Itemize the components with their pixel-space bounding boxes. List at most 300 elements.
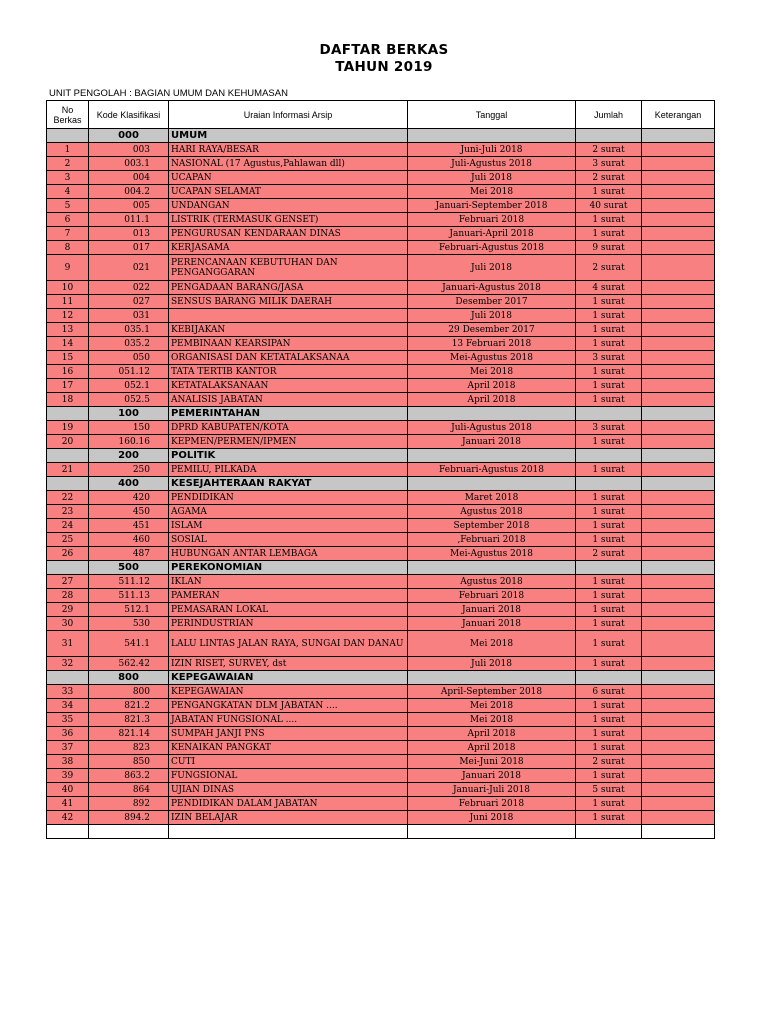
no-berkas-cell: 41 xyxy=(47,797,89,811)
no-berkas-cell: 23 xyxy=(47,505,89,519)
no-berkas-cell: 33 xyxy=(47,685,89,699)
kode-cell: 863.2 xyxy=(89,769,169,783)
category-no-cell xyxy=(47,477,89,491)
kode-cell: 511.12 xyxy=(89,575,169,589)
table-row xyxy=(47,295,715,309)
table-row xyxy=(47,811,715,825)
kode-cell: 035.2 xyxy=(89,337,169,351)
table-row xyxy=(47,713,715,727)
no-berkas-cell: 35 xyxy=(47,713,89,727)
uraian-cell: NASIONAL (17 Agustus,Pahlawan dll) xyxy=(169,157,408,171)
kode-cell: 150 xyxy=(89,421,169,435)
tanggal-cell: Juli 2018 xyxy=(408,255,576,281)
unit-label: UNIT PENGOLAH : BAGIAN UMUM DAN KEHUMASAN xyxy=(49,88,288,99)
table-row xyxy=(47,421,715,435)
no-berkas-cell: 12 xyxy=(47,309,89,323)
category-tanggal-cell xyxy=(408,477,576,491)
tanggal-cell: Januari-September 2018 xyxy=(408,199,576,213)
blank-cell xyxy=(408,825,576,839)
kode-cell: 003.1 xyxy=(89,157,169,171)
kode-cell: 005 xyxy=(89,199,169,213)
jumlah-cell: 1 surat xyxy=(576,603,642,617)
tanggal-cell: Februari-Agustus 2018 xyxy=(408,241,576,255)
uraian-cell: UJIAN DINAS xyxy=(169,783,408,797)
no-berkas-cell: 14 xyxy=(47,337,89,351)
uraian-cell: PAMERAN xyxy=(169,589,408,603)
category-row xyxy=(47,671,715,685)
jumlah-cell: 1 surat xyxy=(576,699,642,713)
category-name: UMUM xyxy=(169,129,408,143)
tanggal-cell: Januari-Juli 2018 xyxy=(408,783,576,797)
kode-cell: 530 xyxy=(89,617,169,631)
jumlah-cell: 1 surat xyxy=(576,727,642,741)
tanggal-cell: Mei 2018 xyxy=(408,365,576,379)
keterangan-cell xyxy=(642,241,715,255)
no-berkas-cell: 18 xyxy=(47,393,89,407)
blank-cell xyxy=(169,825,408,839)
tanggal-cell: Mei 2018 xyxy=(408,185,576,199)
jumlah-cell: 3 surat xyxy=(576,351,642,365)
jumlah-cell: 2 surat xyxy=(576,755,642,769)
jumlah-cell: 2 surat xyxy=(576,171,642,185)
table-row xyxy=(47,547,715,561)
table-row xyxy=(47,783,715,797)
tanggal-cell: Agustus 2018 xyxy=(408,575,576,589)
keterangan-cell xyxy=(642,365,715,379)
table-row xyxy=(47,755,715,769)
tanggal-cell: April 2018 xyxy=(408,393,576,407)
jumlah-cell: 2 surat xyxy=(576,255,642,281)
uraian-cell: SENSUS BARANG MILIK DAERAH xyxy=(169,295,408,309)
uraian-cell: KEBIJAKAN xyxy=(169,323,408,337)
jumlah-cell: 4 surat xyxy=(576,281,642,295)
no-berkas-cell: 29 xyxy=(47,603,89,617)
kode-cell: 003 xyxy=(89,143,169,157)
jumlah-cell: 1 surat xyxy=(576,295,642,309)
jumlah-cell: 1 surat xyxy=(576,463,642,477)
keterangan-cell xyxy=(642,519,715,533)
keterangan-cell xyxy=(642,463,715,477)
kode-cell: 021 xyxy=(89,255,169,281)
no-berkas-cell: 38 xyxy=(47,755,89,769)
uraian-cell: PERENCANAAN KEBUTUHAN DAN PENGANGGARAN xyxy=(169,255,408,281)
jumlah-cell: 2 surat xyxy=(576,547,642,561)
category-name: KESEJAHTERAAN RAKYAT xyxy=(169,477,408,491)
uraian-cell: PENGADAAN BARANG/JASA xyxy=(169,281,408,295)
keterangan-cell xyxy=(642,185,715,199)
no-berkas-cell: 10 xyxy=(47,281,89,295)
table-row xyxy=(47,727,715,741)
category-no-cell xyxy=(47,407,89,421)
keterangan-cell xyxy=(642,421,715,435)
kode-cell: 027 xyxy=(89,295,169,309)
jumlah-cell: 1 surat xyxy=(576,741,642,755)
keterangan-cell xyxy=(642,603,715,617)
header-kode: Kode Klasifikasi xyxy=(89,101,169,129)
header-uraian: Uraian Informasi Arsip xyxy=(169,101,408,129)
jumlah-cell: 1 surat xyxy=(576,657,642,671)
tanggal-cell: ,Februari 2018 xyxy=(408,533,576,547)
kode-cell: 512.1 xyxy=(89,603,169,617)
table-row xyxy=(47,741,715,755)
keterangan-cell xyxy=(642,351,715,365)
no-berkas-cell: 2 xyxy=(47,157,89,171)
no-berkas-cell: 17 xyxy=(47,379,89,393)
uraian-cell: PENGURUSAN KENDARAAN DINAS xyxy=(169,227,408,241)
category-name: POLITIK xyxy=(169,449,408,463)
uraian-cell: UNDANGAN xyxy=(169,199,408,213)
kode-cell: 011.1 xyxy=(89,213,169,227)
table-row xyxy=(47,631,715,657)
category-keterangan-cell xyxy=(642,561,715,575)
category-tanggal-cell xyxy=(408,671,576,685)
table-row xyxy=(47,213,715,227)
uraian-cell: KERJASAMA xyxy=(169,241,408,255)
table-row xyxy=(47,491,715,505)
tanggal-cell: Februari 2018 xyxy=(408,213,576,227)
tanggal-cell: Januari-April 2018 xyxy=(408,227,576,241)
no-berkas-cell: 11 xyxy=(47,295,89,309)
tanggal-cell: Juni 2018 xyxy=(408,811,576,825)
no-berkas-cell: 7 xyxy=(47,227,89,241)
uraian-cell: JABATAN FUNGSIONAL .... xyxy=(169,713,408,727)
table-row xyxy=(47,255,715,281)
tanggal-cell: Februari-Agustus 2018 xyxy=(408,463,576,477)
uraian-cell xyxy=(169,309,408,323)
category-row xyxy=(47,477,715,491)
keterangan-cell xyxy=(642,617,715,631)
document-title: DAFTAR BERKAS xyxy=(319,42,449,58)
table-body xyxy=(47,129,715,839)
tanggal-cell: September 2018 xyxy=(408,519,576,533)
table-row xyxy=(47,323,715,337)
tanggal-cell: Mei-Juni 2018 xyxy=(408,755,576,769)
no-berkas-cell: 34 xyxy=(47,699,89,713)
table-row xyxy=(47,281,715,295)
table-row xyxy=(47,617,715,631)
table-row xyxy=(47,337,715,351)
keterangan-cell xyxy=(642,491,715,505)
category-no-cell xyxy=(47,561,89,575)
uraian-cell: AGAMA xyxy=(169,505,408,519)
category-tanggal-cell xyxy=(408,449,576,463)
jumlah-cell: 40 surat xyxy=(576,199,642,213)
tanggal-cell: Mei-Agustus 2018 xyxy=(408,351,576,365)
kode-cell: 052.5 xyxy=(89,393,169,407)
kode-cell: 031 xyxy=(89,309,169,323)
table-row xyxy=(47,505,715,519)
keterangan-cell xyxy=(642,699,715,713)
tanggal-cell: April 2018 xyxy=(408,741,576,755)
uraian-cell: PENDIDIKAN DALAM JABATAN xyxy=(169,797,408,811)
keterangan-cell xyxy=(642,533,715,547)
jumlah-cell: 1 surat xyxy=(576,769,642,783)
keterangan-cell xyxy=(642,575,715,589)
kode-cell: 013 xyxy=(89,227,169,241)
jumlah-cell: 1 surat xyxy=(576,379,642,393)
keterangan-cell xyxy=(642,199,715,213)
tanggal-cell: Maret 2018 xyxy=(408,491,576,505)
keterangan-cell xyxy=(642,547,715,561)
category-no-cell xyxy=(47,671,89,685)
no-berkas-cell: 28 xyxy=(47,589,89,603)
keterangan-cell xyxy=(642,323,715,337)
uraian-cell: ISLAM xyxy=(169,519,408,533)
table-row xyxy=(47,379,715,393)
keterangan-cell xyxy=(642,435,715,449)
kode-cell: 450 xyxy=(89,505,169,519)
category-name: PEREKONOMIAN xyxy=(169,561,408,575)
keterangan-cell xyxy=(642,755,715,769)
uraian-cell: KENAIKAN PANGKAT xyxy=(169,741,408,755)
uraian-cell: CUTI xyxy=(169,755,408,769)
kode-cell: 823 xyxy=(89,741,169,755)
no-berkas-cell: 32 xyxy=(47,657,89,671)
no-berkas-cell: 22 xyxy=(47,491,89,505)
table-row xyxy=(47,393,715,407)
tanggal-cell: Juli-Agustus 2018 xyxy=(408,421,576,435)
table-row xyxy=(47,575,715,589)
jumlah-cell: 1 surat xyxy=(576,309,642,323)
kode-cell: 487 xyxy=(89,547,169,561)
kode-cell: 821.14 xyxy=(89,727,169,741)
table-row xyxy=(47,171,715,185)
no-berkas-cell: 6 xyxy=(47,213,89,227)
keterangan-cell xyxy=(642,685,715,699)
no-berkas-cell: 5 xyxy=(47,199,89,213)
keterangan-cell xyxy=(642,797,715,811)
table-row xyxy=(47,519,715,533)
kode-cell: 541.1 xyxy=(89,631,169,657)
category-no-cell xyxy=(47,449,89,463)
tanggal-cell: 29 Desember 2017 xyxy=(408,323,576,337)
uraian-cell: PERINDUSTRIAN xyxy=(169,617,408,631)
keterangan-cell xyxy=(642,811,715,825)
jumlah-cell: 1 surat xyxy=(576,435,642,449)
kode-cell: 460 xyxy=(89,533,169,547)
tanggal-cell: Agustus 2018 xyxy=(408,505,576,519)
kode-cell: 050 xyxy=(89,351,169,365)
category-row xyxy=(47,561,715,575)
no-berkas-cell: 31 xyxy=(47,631,89,657)
uraian-cell: ORGANISASI DAN KETATALAKSANAA xyxy=(169,351,408,365)
tanggal-cell: April-September 2018 xyxy=(408,685,576,699)
jumlah-cell: 1 surat xyxy=(576,365,642,379)
category-keterangan-cell xyxy=(642,407,715,421)
table-row xyxy=(47,365,715,379)
no-berkas-cell: 4 xyxy=(47,185,89,199)
table-row xyxy=(47,185,715,199)
kode-cell: 894.2 xyxy=(89,811,169,825)
kode-cell: 004 xyxy=(89,171,169,185)
uraian-cell: DPRD KABUPATEN/KOTA xyxy=(169,421,408,435)
category-code: 500 xyxy=(89,561,169,575)
jumlah-cell: 9 surat xyxy=(576,241,642,255)
kode-cell: 864 xyxy=(89,783,169,797)
no-berkas-cell: 3 xyxy=(47,171,89,185)
kode-cell: 017 xyxy=(89,241,169,255)
uraian-cell: TATA TERTIB KANTOR xyxy=(169,365,408,379)
table-row xyxy=(47,199,715,213)
uraian-cell: HUBUNGAN ANTAR LEMBAGA xyxy=(169,547,408,561)
no-berkas-cell: 8 xyxy=(47,241,89,255)
no-berkas-cell: 36 xyxy=(47,727,89,741)
category-keterangan-cell xyxy=(642,129,715,143)
category-code: 200 xyxy=(89,449,169,463)
jumlah-cell: 1 surat xyxy=(576,393,642,407)
no-berkas-cell: 21 xyxy=(47,463,89,477)
category-tanggal-cell xyxy=(408,129,576,143)
tanggal-cell: Mei 2018 xyxy=(408,713,576,727)
tanggal-cell: Januari 2018 xyxy=(408,617,576,631)
blank-cell xyxy=(642,825,715,839)
tanggal-cell: Januari 2018 xyxy=(408,435,576,449)
table-row xyxy=(47,143,715,157)
keterangan-cell xyxy=(642,213,715,227)
table-row xyxy=(47,797,715,811)
table-row xyxy=(47,685,715,699)
jumlah-cell: 1 surat xyxy=(576,533,642,547)
no-berkas-cell: 15 xyxy=(47,351,89,365)
jumlah-cell: 1 surat xyxy=(576,337,642,351)
keterangan-cell xyxy=(642,783,715,797)
category-name: PEMERINTAHAN xyxy=(169,407,408,421)
jumlah-cell: 1 surat xyxy=(576,213,642,227)
no-berkas-cell: 1 xyxy=(47,143,89,157)
uraian-cell: UCAPAN SELAMAT xyxy=(169,185,408,199)
no-berkas-cell: 40 xyxy=(47,783,89,797)
keterangan-cell xyxy=(642,727,715,741)
uraian-cell: KEPMEN/PERMEN/IPMEN xyxy=(169,435,408,449)
category-no-cell xyxy=(47,129,89,143)
category-keterangan-cell xyxy=(642,449,715,463)
tanggal-cell: Mei 2018 xyxy=(408,699,576,713)
uraian-cell: ANALISIS JABATAN xyxy=(169,393,408,407)
uraian-cell: UCAPAN xyxy=(169,171,408,185)
table-row xyxy=(47,351,715,365)
table-row xyxy=(47,309,715,323)
jumlah-cell: 1 surat xyxy=(576,713,642,727)
jumlah-cell: 1 surat xyxy=(576,617,642,631)
no-berkas-cell: 30 xyxy=(47,617,89,631)
keterangan-cell xyxy=(642,157,715,171)
tanggal-cell: Juni-Juli 2018 xyxy=(408,143,576,157)
category-name: KEPEGAWAIAN xyxy=(169,671,408,685)
category-keterangan-cell xyxy=(642,477,715,491)
category-jumlah-cell xyxy=(576,407,642,421)
tanggal-cell: Desember 2017 xyxy=(408,295,576,309)
jumlah-cell: 3 surat xyxy=(576,421,642,435)
tanggal-cell: 13 Februari 2018 xyxy=(408,337,576,351)
category-jumlah-cell xyxy=(576,561,642,575)
jumlah-cell: 1 surat xyxy=(576,811,642,825)
kode-cell: 850 xyxy=(89,755,169,769)
uraian-cell: HARI RAYA/BESAR xyxy=(169,143,408,157)
no-berkas-cell: 26 xyxy=(47,547,89,561)
no-berkas-cell: 24 xyxy=(47,519,89,533)
table-row xyxy=(47,241,715,255)
table-row xyxy=(47,657,715,671)
keterangan-cell xyxy=(642,713,715,727)
no-berkas-cell: 9 xyxy=(47,255,89,281)
header-tanggal: Tanggal xyxy=(408,101,576,129)
keterangan-cell xyxy=(642,769,715,783)
tanggal-cell: Januari 2018 xyxy=(408,769,576,783)
kode-cell: 451 xyxy=(89,519,169,533)
uraian-cell: IZIN BELAJAR xyxy=(169,811,408,825)
category-code: 100 xyxy=(89,407,169,421)
keterangan-cell xyxy=(642,281,715,295)
table-row xyxy=(47,435,715,449)
category-row xyxy=(47,449,715,463)
category-jumlah-cell xyxy=(576,477,642,491)
kode-cell: 821.2 xyxy=(89,699,169,713)
kode-cell: 420 xyxy=(89,491,169,505)
category-code: 400 xyxy=(89,477,169,491)
jumlah-cell: 1 surat xyxy=(576,185,642,199)
jumlah-cell: 2 surat xyxy=(576,143,642,157)
uraian-cell: KETATALAKSANAAN xyxy=(169,379,408,393)
category-jumlah-cell xyxy=(576,449,642,463)
kode-cell: 160.16 xyxy=(89,435,169,449)
no-berkas-cell: 25 xyxy=(47,533,89,547)
uraian-cell: PENGANGKATAN DLM JABATAN .... xyxy=(169,699,408,713)
jumlah-cell: 1 surat xyxy=(576,227,642,241)
archive-table xyxy=(46,100,715,839)
table-row xyxy=(47,699,715,713)
keterangan-cell xyxy=(642,337,715,351)
kode-cell: 052.1 xyxy=(89,379,169,393)
uraian-cell: SUMPAH JANJI PNS xyxy=(169,727,408,741)
kode-cell: 821.3 xyxy=(89,713,169,727)
jumlah-cell: 1 surat xyxy=(576,797,642,811)
keterangan-cell xyxy=(642,295,715,309)
tanggal-cell: Januari 2018 xyxy=(408,603,576,617)
uraian-cell: IZIN RISET, SURVEY, dst xyxy=(169,657,408,671)
category-keterangan-cell xyxy=(642,671,715,685)
category-tanggal-cell xyxy=(408,561,576,575)
category-jumlah-cell xyxy=(576,129,642,143)
kode-cell: 004.2 xyxy=(89,185,169,199)
uraian-cell: LISTRIK (TERMASUK GENSET) xyxy=(169,213,408,227)
keterangan-cell xyxy=(642,393,715,407)
uraian-cell: LALU LINTAS JALAN RAYA, SUNGAI DAN DANAU xyxy=(169,631,408,657)
tanggal-cell: Juli 2018 xyxy=(408,309,576,323)
jumlah-cell: 3 surat xyxy=(576,157,642,171)
table-row xyxy=(47,533,715,547)
table-row xyxy=(47,603,715,617)
jumlah-cell: 1 surat xyxy=(576,323,642,337)
uraian-cell: PENDIDIKAN xyxy=(169,491,408,505)
uraian-cell: KEPEGAWAIAN xyxy=(169,685,408,699)
uraian-cell: FUNGSIONAL xyxy=(169,769,408,783)
category-jumlah-cell xyxy=(576,671,642,685)
no-berkas-cell: 19 xyxy=(47,421,89,435)
category-row xyxy=(47,129,715,143)
category-code: 000 xyxy=(89,129,169,143)
keterangan-cell xyxy=(642,631,715,657)
kode-cell: 892 xyxy=(89,797,169,811)
category-code: 800 xyxy=(89,671,169,685)
jumlah-cell: 1 surat xyxy=(576,631,642,657)
keterangan-cell xyxy=(642,255,715,281)
keterangan-cell xyxy=(642,171,715,185)
keterangan-cell xyxy=(642,589,715,603)
category-tanggal-cell xyxy=(408,407,576,421)
keterangan-cell xyxy=(642,143,715,157)
uraian-cell: IKLAN xyxy=(169,575,408,589)
jumlah-cell: 1 surat xyxy=(576,589,642,603)
